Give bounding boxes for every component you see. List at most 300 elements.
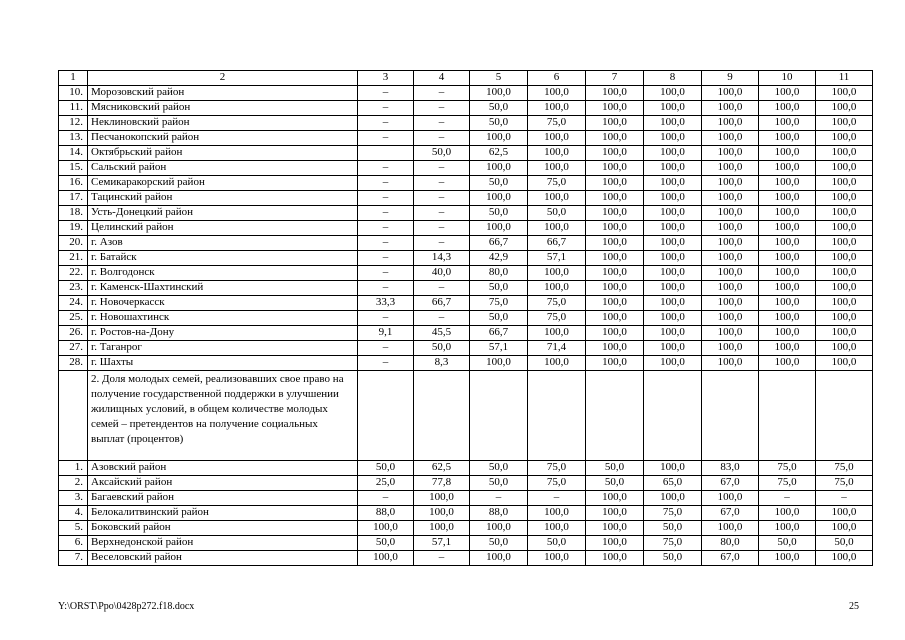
value-cell: 100,0	[528, 221, 586, 236]
district-name: Багаевский район	[88, 491, 358, 506]
value-cell: –	[358, 341, 414, 356]
value-cell: 100,0	[816, 521, 873, 536]
value-cell: 100,0	[644, 176, 702, 191]
value-cell: 100,0	[702, 326, 759, 341]
value-cell: 100,0	[586, 326, 644, 341]
value-cell: 75,0	[816, 461, 873, 476]
value-cell: –	[414, 116, 470, 131]
row-number: 10.	[59, 86, 88, 101]
value-cell: 100,0	[816, 551, 873, 566]
empty-cell	[586, 371, 644, 461]
value-cell: 67,0	[702, 506, 759, 521]
value-cell: 100,0	[816, 266, 873, 281]
value-cell: 100,0	[586, 116, 644, 131]
value-cell: 75,0	[644, 536, 702, 551]
value-cell: 100,0	[702, 176, 759, 191]
value-cell: 100,0	[586, 551, 644, 566]
district-name: г. Батайск	[88, 251, 358, 266]
value-cell: 100,0	[528, 326, 586, 341]
row-number: 5.	[59, 521, 88, 536]
row-number: 2.	[59, 476, 88, 491]
table-row	[59, 296, 873, 311]
district-name: Верхнедонской район	[88, 536, 358, 551]
row-number: 23.	[59, 281, 88, 296]
value-cell: 100,0	[470, 86, 528, 101]
table-row	[59, 476, 873, 491]
table-row	[59, 146, 873, 161]
value-cell: 100,0	[759, 326, 816, 341]
row-number: 11.	[59, 101, 88, 116]
empty-cell	[816, 371, 873, 461]
value-cell: 100,0	[759, 356, 816, 371]
value-cell: 66,7	[470, 326, 528, 341]
value-cell: 100,0	[816, 296, 873, 311]
empty-cell	[414, 371, 470, 461]
value-cell: 100,0	[702, 206, 759, 221]
value-cell: –	[358, 161, 414, 176]
value-cell: –	[414, 86, 470, 101]
value-cell: 100,0	[702, 101, 759, 116]
table-row	[59, 326, 873, 341]
value-cell: 50,0	[644, 551, 702, 566]
column-header: 2	[88, 71, 358, 86]
value-cell: 100,0	[702, 146, 759, 161]
district-name: Сальский район	[88, 161, 358, 176]
value-cell: 50,0	[528, 536, 586, 551]
value-cell: –	[414, 206, 470, 221]
value-cell: 100,0	[528, 506, 586, 521]
value-cell: 100,0	[759, 506, 816, 521]
value-cell: 62,5	[470, 146, 528, 161]
value-cell: 50,0	[586, 476, 644, 491]
value-cell: 100,0	[644, 356, 702, 371]
value-cell: 100,0	[702, 311, 759, 326]
district-name: Мясниковский район	[88, 101, 358, 116]
value-cell: 100,0	[702, 341, 759, 356]
value-cell: 100,0	[586, 131, 644, 146]
value-cell: –	[414, 281, 470, 296]
district-name: г. Азов	[88, 236, 358, 251]
value-cell: 14,3	[414, 251, 470, 266]
value-cell: 100,0	[644, 86, 702, 101]
value-cell: 57,1	[528, 251, 586, 266]
value-cell: 100,0	[470, 551, 528, 566]
table-row	[59, 86, 873, 101]
value-cell: 100,0	[586, 356, 644, 371]
value-cell: 100,0	[528, 161, 586, 176]
value-cell: 50,0	[470, 206, 528, 221]
value-cell: 100,0	[586, 146, 644, 161]
value-cell: 45,5	[414, 326, 470, 341]
value-cell: 100,0	[528, 281, 586, 296]
value-cell: –	[414, 131, 470, 146]
value-cell: 67,0	[702, 476, 759, 491]
value-cell: 100,0	[644, 146, 702, 161]
district-name: г. Новочеркасск	[88, 296, 358, 311]
district-name: Белокалитвинский район	[88, 506, 358, 521]
value-cell: 100,0	[644, 206, 702, 221]
value-cell: 40,0	[414, 266, 470, 281]
value-cell: 100,0	[644, 161, 702, 176]
table-row	[59, 191, 873, 206]
row-number: 25.	[59, 311, 88, 326]
district-name: Целинский район	[88, 221, 358, 236]
value-cell: 100,0	[816, 101, 873, 116]
data-table	[58, 70, 873, 566]
value-cell: 75,0	[528, 476, 586, 491]
value-cell: –	[414, 191, 470, 206]
table-row	[59, 176, 873, 191]
value-cell: 100,0	[644, 461, 702, 476]
value-cell: 100,0	[702, 296, 759, 311]
value-cell: 80,0	[702, 536, 759, 551]
value-cell: 100,0	[816, 341, 873, 356]
value-cell	[358, 146, 414, 161]
value-cell: 100,0	[816, 176, 873, 191]
row-number: 24.	[59, 296, 88, 311]
value-cell: 100,0	[816, 86, 873, 101]
row-number: 17.	[59, 191, 88, 206]
district-name: Октябрьский район	[88, 146, 358, 161]
value-cell: –	[358, 251, 414, 266]
value-cell: 88,0	[358, 506, 414, 521]
row-number: 16.	[59, 176, 88, 191]
value-cell: 100,0	[759, 281, 816, 296]
value-cell: 50,0	[470, 461, 528, 476]
row-number: 12.	[59, 116, 88, 131]
row-number: 6.	[59, 536, 88, 551]
section-title: 2. Доля молодых семей, реализовавших свое право на получение государственной поддержки в улучшении жилищных условий, в общем количестве молодых семей – претендентов на получение социальных выплат (процентов)	[88, 371, 358, 461]
table-row	[59, 251, 873, 266]
value-cell: 100,0	[586, 341, 644, 356]
value-cell: 65,0	[644, 476, 702, 491]
value-cell: 100,0	[759, 161, 816, 176]
table-row	[59, 221, 873, 236]
value-cell: 100,0	[528, 521, 586, 536]
row-number: 18.	[59, 206, 88, 221]
value-cell: 100,0	[702, 251, 759, 266]
value-cell: 100,0	[586, 251, 644, 266]
table-row	[59, 551, 873, 566]
value-cell: 100,0	[644, 266, 702, 281]
value-cell: 75,0	[816, 476, 873, 491]
district-name: г. Новошахтинск	[88, 311, 358, 326]
value-cell: 100,0	[470, 356, 528, 371]
table-row	[59, 101, 873, 116]
row-number: 27.	[59, 341, 88, 356]
value-cell: 100,0	[644, 131, 702, 146]
value-cell: 50,0	[528, 206, 586, 221]
value-cell: 100,0	[644, 101, 702, 116]
value-cell: 100,0	[816, 161, 873, 176]
value-cell: 100,0	[586, 491, 644, 506]
row-number: 22.	[59, 266, 88, 281]
value-cell: 75,0	[528, 176, 586, 191]
row-number: 4.	[59, 506, 88, 521]
value-cell: 100,0	[702, 221, 759, 236]
value-cell: –	[759, 491, 816, 506]
value-cell: 100,0	[702, 281, 759, 296]
value-cell: –	[414, 311, 470, 326]
value-cell: 9,1	[358, 326, 414, 341]
column-header: 7	[586, 71, 644, 86]
empty-cell	[759, 371, 816, 461]
value-cell: 100,0	[816, 506, 873, 521]
value-cell: 88,0	[470, 506, 528, 521]
value-cell: 100,0	[644, 251, 702, 266]
value-cell: 100,0	[816, 281, 873, 296]
table-row	[59, 161, 873, 176]
value-cell: 100,0	[702, 116, 759, 131]
value-cell: –	[358, 131, 414, 146]
value-cell: 100,0	[702, 266, 759, 281]
value-cell: 100,0	[702, 191, 759, 206]
value-cell: 100,0	[759, 116, 816, 131]
value-cell: 100,0	[816, 311, 873, 326]
value-cell: 100,0	[586, 101, 644, 116]
value-cell: 25,0	[358, 476, 414, 491]
column-header: 10	[759, 71, 816, 86]
table-row	[59, 131, 873, 146]
value-cell: 100,0	[586, 506, 644, 521]
row-number: 13.	[59, 131, 88, 146]
value-cell: 57,1	[470, 341, 528, 356]
table-row	[59, 116, 873, 131]
column-header: 8	[644, 71, 702, 86]
value-cell: 100,0	[528, 356, 586, 371]
value-cell: 100,0	[759, 86, 816, 101]
empty-cell	[59, 371, 88, 461]
value-cell: 100,0	[644, 191, 702, 206]
value-cell: 8,3	[414, 356, 470, 371]
value-cell: 100,0	[702, 521, 759, 536]
value-cell: 50,0	[470, 476, 528, 491]
row-number: 15.	[59, 161, 88, 176]
value-cell: 100,0	[816, 356, 873, 371]
value-cell: –	[358, 236, 414, 251]
table-row	[59, 521, 873, 536]
value-cell: 100,0	[644, 221, 702, 236]
row-number: 28.	[59, 356, 88, 371]
row-number: 3.	[59, 491, 88, 506]
value-cell: 100,0	[528, 266, 586, 281]
value-cell: 100,0	[816, 206, 873, 221]
value-cell: 100,0	[644, 311, 702, 326]
value-cell: 100,0	[644, 281, 702, 296]
value-cell: 100,0	[759, 266, 816, 281]
empty-cell	[702, 371, 759, 461]
value-cell: 42,9	[470, 251, 528, 266]
value-cell: 100,0	[528, 191, 586, 206]
row-number: 21.	[59, 251, 88, 266]
value-cell: 100,0	[759, 551, 816, 566]
column-header: 9	[702, 71, 759, 86]
column-header: 5	[470, 71, 528, 86]
value-cell: 50,0	[759, 536, 816, 551]
value-cell: 83,0	[702, 461, 759, 476]
page-number: 25	[849, 601, 859, 612]
value-cell: 100,0	[586, 206, 644, 221]
value-cell: –	[470, 491, 528, 506]
value-cell: 75,0	[528, 296, 586, 311]
value-cell: 100,0	[759, 251, 816, 266]
value-cell: –	[414, 176, 470, 191]
value-cell: 100,0	[586, 536, 644, 551]
column-header: 1	[59, 71, 88, 86]
table-row	[59, 461, 873, 476]
district-name: Усть-Донецкий район	[88, 206, 358, 221]
table-row	[59, 266, 873, 281]
value-cell: 50,0	[358, 536, 414, 551]
table-row	[59, 356, 873, 371]
value-cell: 66,7	[528, 236, 586, 251]
district-name: г. Каменск-Шахтинский	[88, 281, 358, 296]
value-cell: 100,0	[528, 86, 586, 101]
table-header-row	[59, 71, 873, 86]
value-cell: 100,0	[586, 221, 644, 236]
row-number: 20.	[59, 236, 88, 251]
table-row	[59, 281, 873, 296]
value-cell: 100,0	[702, 236, 759, 251]
value-cell: 100,0	[759, 131, 816, 146]
value-cell: 100,0	[586, 86, 644, 101]
value-cell: 100,0	[586, 176, 644, 191]
section-title-row	[59, 371, 873, 461]
value-cell: 100,0	[759, 176, 816, 191]
value-cell: 100,0	[759, 311, 816, 326]
value-cell: 100,0	[702, 356, 759, 371]
table-row	[59, 206, 873, 221]
empty-cell	[528, 371, 586, 461]
value-cell: 75,0	[644, 506, 702, 521]
value-cell: 100,0	[759, 521, 816, 536]
value-cell: 100,0	[470, 161, 528, 176]
value-cell: 50,0	[470, 101, 528, 116]
table-row	[59, 236, 873, 251]
district-name: Тацинский район	[88, 191, 358, 206]
value-cell: 62,5	[414, 461, 470, 476]
row-number: 14.	[59, 146, 88, 161]
district-name: г. Ростов-на-Дону	[88, 326, 358, 341]
value-cell: 100,0	[644, 326, 702, 341]
value-cell: 100,0	[414, 491, 470, 506]
value-cell: –	[414, 236, 470, 251]
value-cell: 100,0	[470, 521, 528, 536]
value-cell: 50,0	[644, 521, 702, 536]
value-cell: 50,0	[414, 146, 470, 161]
value-cell: 100,0	[759, 236, 816, 251]
value-cell: 100,0	[702, 491, 759, 506]
value-cell: 80,0	[470, 266, 528, 281]
value-cell: 66,7	[414, 296, 470, 311]
value-cell: 50,0	[414, 341, 470, 356]
value-cell: 75,0	[528, 311, 586, 326]
value-cell: 100,0	[528, 551, 586, 566]
value-cell: 67,0	[702, 551, 759, 566]
value-cell: 100,0	[759, 206, 816, 221]
value-cell: 50,0	[470, 176, 528, 191]
value-cell: 100,0	[816, 236, 873, 251]
column-header: 6	[528, 71, 586, 86]
value-cell: 100,0	[759, 101, 816, 116]
value-cell: 100,0	[816, 221, 873, 236]
district-name: Боковский район	[88, 521, 358, 536]
value-cell: 100,0	[586, 296, 644, 311]
district-name: г. Таганрог	[88, 341, 358, 356]
value-cell: –	[358, 221, 414, 236]
value-cell: 75,0	[470, 296, 528, 311]
value-cell: 57,1	[414, 536, 470, 551]
value-cell: 100,0	[644, 116, 702, 131]
value-cell: 75,0	[759, 476, 816, 491]
table-row	[59, 311, 873, 326]
value-cell: 100,0	[586, 311, 644, 326]
empty-cell	[470, 371, 528, 461]
value-cell: –	[528, 491, 586, 506]
district-name: г. Волгодонск	[88, 266, 358, 281]
value-cell: 100,0	[586, 266, 644, 281]
value-cell: 50,0	[816, 536, 873, 551]
value-cell: 100,0	[816, 131, 873, 146]
district-name: г. Шахты	[88, 356, 358, 371]
table-row	[59, 536, 873, 551]
district-name: Аксайский район	[88, 476, 358, 491]
footer-file-path: Y:\ORST\Ppo\0428p272.f18.docx	[58, 601, 195, 612]
value-cell: 100,0	[644, 296, 702, 311]
row-number: 26.	[59, 326, 88, 341]
district-name: Неклиновский район	[88, 116, 358, 131]
empty-cell	[644, 371, 702, 461]
column-header: 4	[414, 71, 470, 86]
value-cell: 100,0	[586, 161, 644, 176]
value-cell: 100,0	[759, 296, 816, 311]
row-number: 1.	[59, 461, 88, 476]
value-cell: –	[414, 221, 470, 236]
value-cell: 100,0	[358, 521, 414, 536]
column-header: 3	[358, 71, 414, 86]
value-cell: 100,0	[702, 161, 759, 176]
value-cell: 100,0	[816, 191, 873, 206]
value-cell: 100,0	[586, 521, 644, 536]
value-cell: –	[358, 491, 414, 506]
value-cell: 100,0	[528, 146, 586, 161]
value-cell: –	[358, 116, 414, 131]
value-cell: 100,0	[528, 131, 586, 146]
table-row	[59, 341, 873, 356]
value-cell: 71,4	[528, 341, 586, 356]
district-name: Веселовский район	[88, 551, 358, 566]
value-cell: –	[358, 311, 414, 326]
value-cell: 50,0	[470, 311, 528, 326]
value-cell: 100,0	[644, 341, 702, 356]
value-cell: 100,0	[644, 491, 702, 506]
value-cell: 100,0	[414, 506, 470, 521]
value-cell: 75,0	[759, 461, 816, 476]
value-cell: 100,0	[816, 116, 873, 131]
row-number: 19.	[59, 221, 88, 236]
value-cell: 50,0	[586, 461, 644, 476]
value-cell: 66,7	[470, 236, 528, 251]
value-cell: –	[414, 551, 470, 566]
value-cell: 50,0	[470, 116, 528, 131]
value-cell: –	[358, 101, 414, 116]
value-cell: 75,0	[528, 116, 586, 131]
district-name: Семикаракорский район	[88, 176, 358, 191]
value-cell: 100,0	[414, 521, 470, 536]
district-name: Азовский район	[88, 461, 358, 476]
value-cell: –	[358, 281, 414, 296]
value-cell: 100,0	[470, 131, 528, 146]
